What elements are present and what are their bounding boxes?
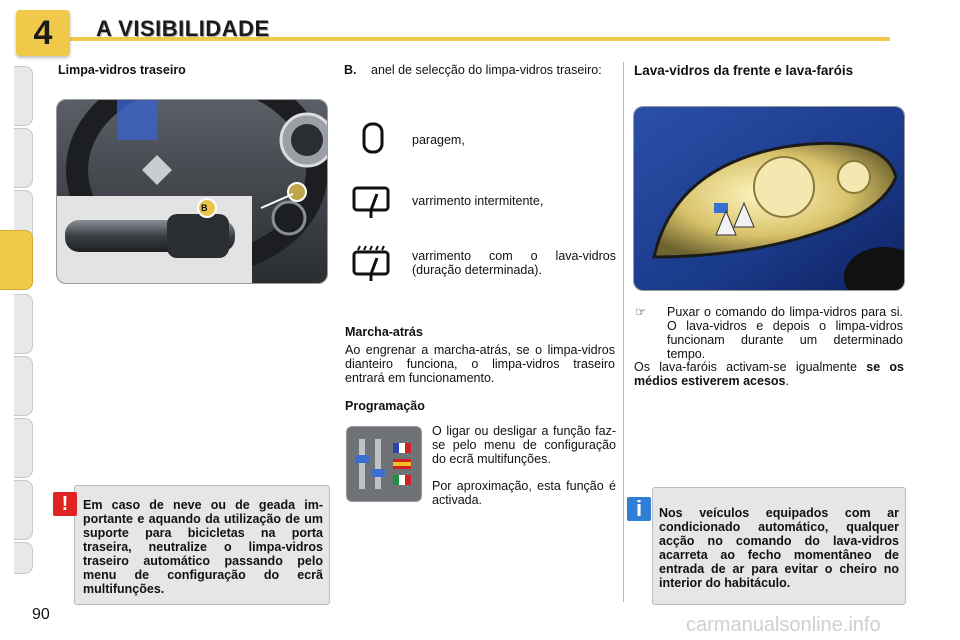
- info-icon: i: [627, 497, 651, 521]
- warning-text: Em caso de neve ou de geada importante e aquando da utilização de um suporte para bicicletas na porta traseira, neutralize o limpa-vidros traseiro automático passando pelo menu de configuração do ecrã multifunções.: [83, 498, 323, 596]
- mode-label-intermittent: varrimento intermitente,: [412, 194, 544, 208]
- chapter-tab[interactable]: [14, 66, 33, 126]
- rear-wiper-stalk-photo: [56, 99, 328, 284]
- chapter-tab[interactable]: [14, 294, 33, 354]
- info-text: Nos veículos equipados com ar condicionado automático, qualquer acção no comando do lava-vidros acarreta ao fecho momentâneo de entrada de ar para evitar o cheiro no interior do habitáculo.: [659, 506, 899, 590]
- note-suffix: .: [785, 374, 789, 388]
- headlamp-washer-note: [634, 360, 904, 388]
- chapter-tab[interactable]: [14, 418, 33, 478]
- chapter-tab[interactable]: [14, 542, 33, 574]
- b-label: B.: [344, 63, 357, 77]
- chapter-number-badge: [16, 10, 70, 56]
- rear-wiper-heading: Limpa-vidros traseiro: [58, 63, 186, 77]
- reverse-heading: Marcha-atrás: [345, 325, 423, 339]
- chapter-tab[interactable]: [14, 480, 33, 540]
- b-description: anel de selecção do limpa-vidros traseiro:: [371, 63, 602, 77]
- headlamp-photo: [633, 106, 905, 291]
- warning-box: [74, 485, 330, 605]
- chapter-tab-rail: [0, 0, 38, 640]
- page-title: A VISIBILIDADE: [96, 16, 270, 41]
- column-divider: [623, 62, 624, 602]
- config-menu-icon: [346, 426, 422, 502]
- wiper-washer-icon: [350, 240, 394, 289]
- warning-icon: !: [53, 492, 77, 516]
- bullet-hand-icon: ☞: [635, 305, 647, 319]
- page-number: 90: [32, 606, 50, 623]
- note-bold: se os médios estiverem acesos: [634, 360, 904, 388]
- chapter-tab[interactable]: [14, 128, 33, 188]
- stalk-photo-illustration: [57, 100, 327, 283]
- headlamp-illustration: [634, 107, 904, 290]
- programming-text-1: O ligar ou desligar a função faz-se pelo menu de configuração do ecrã multifunções.: [432, 424, 616, 466]
- wiper-intermittent-icon: [350, 182, 394, 227]
- info-box: [652, 487, 906, 605]
- stalk-callout-b: B: [201, 203, 208, 213]
- programming-text-2: Por aproximação, esta função é activada.: [432, 479, 616, 507]
- programming-heading: Programação: [345, 399, 425, 413]
- chapter-tab-active[interactable]: [0, 230, 33, 290]
- bullet-text: Puxar o comando do limpa-vidros para si. O lava-vidros e depois o limpa-vidros funcionam durante um determinado tempo.: [667, 305, 903, 361]
- mode-label-washer: varrimento com o lava-vidros (duração determinada).: [412, 249, 616, 277]
- note-prefix: Os lava-faróis activam-se igualmente: [634, 360, 867, 374]
- front-washer-heading: Lava-vidros da frente e lava-faróis: [634, 63, 854, 78]
- mode-label-stop: paragem,: [412, 133, 465, 147]
- watermark: carmanualsonline.info: [686, 614, 881, 636]
- wiper-stop-icon: [356, 118, 390, 163]
- chapter-tab[interactable]: [14, 356, 33, 416]
- chapter-number: 4: [33, 14, 53, 52]
- reverse-text: Ao engrenar a marcha-atrás, se o limpa-vidros dianteiro funciona, o limpa-vidros traseiro entrará em funcionamento.: [345, 343, 615, 385]
